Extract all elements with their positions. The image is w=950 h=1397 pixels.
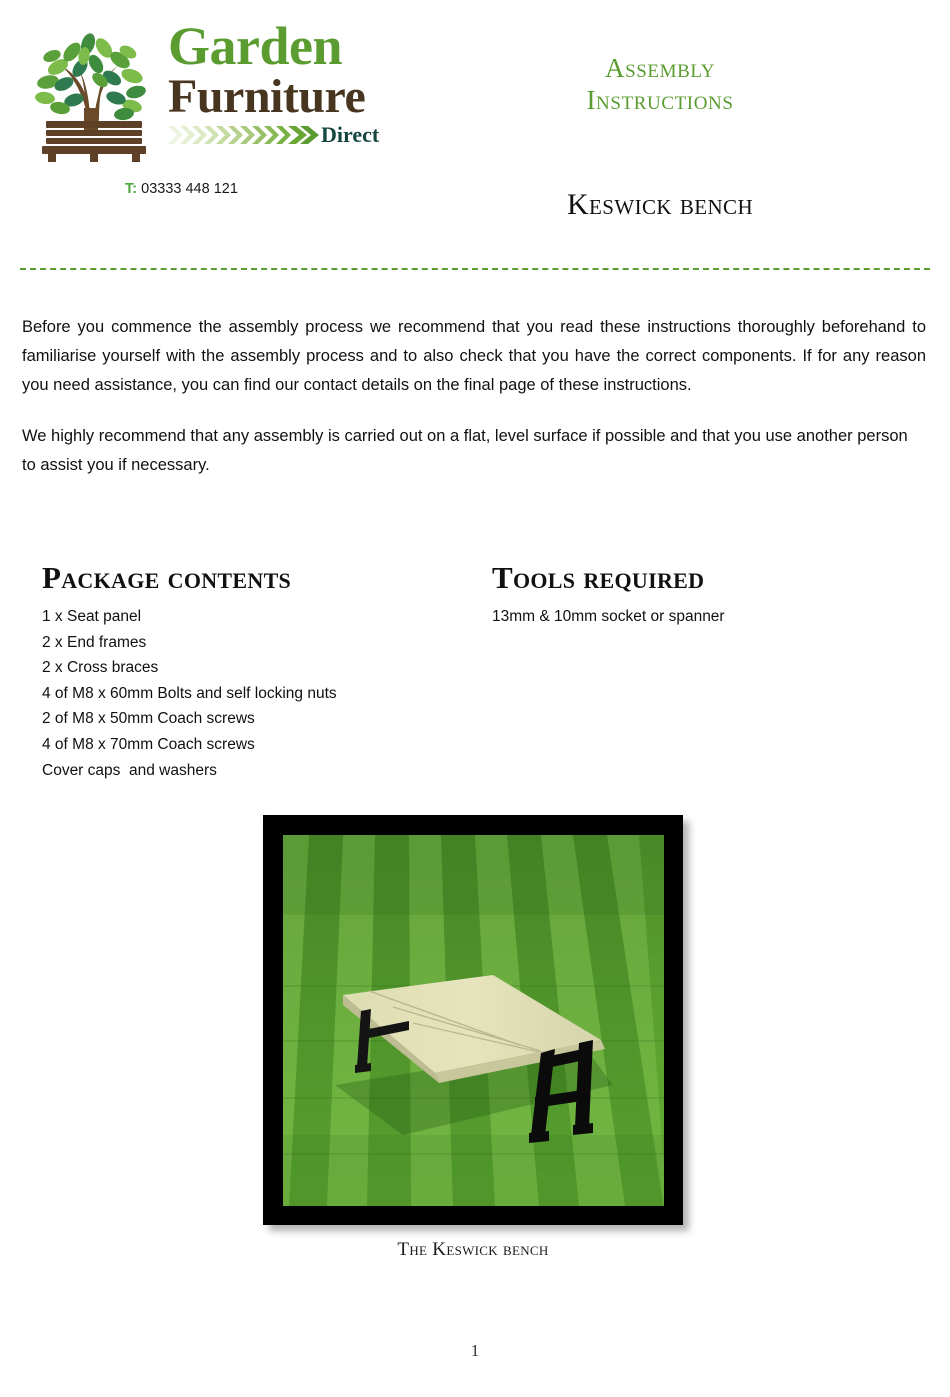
page-header xyxy=(0,0,950,250)
package-contents-title: Package contents xyxy=(42,560,292,595)
logo-word-direct: Direct xyxy=(321,122,380,147)
logo-direct-row xyxy=(168,123,398,147)
figure-caption: The Keswick bench xyxy=(397,1239,549,1260)
photo-frame xyxy=(263,815,683,1225)
logo-word-furniture: Furniture xyxy=(168,70,366,123)
list-item: 4 of M8 x 60mm Bolts and self locking nuts xyxy=(42,684,337,702)
page-title: Keswick bench xyxy=(566,188,754,221)
list-item: 2 x Cross braces xyxy=(42,659,159,677)
list-item: 13mm & 10mm socket or spanner xyxy=(492,608,725,625)
tools-required-title: Tools required xyxy=(492,560,705,595)
contact-phone xyxy=(125,181,238,197)
list-item: 1 x Seat panel xyxy=(42,608,142,625)
list-item: 2 x End frames xyxy=(42,633,147,651)
package-contents-section xyxy=(42,560,482,783)
logo-word-garden: Garden xyxy=(168,16,343,76)
logo-wordmark xyxy=(168,18,398,147)
product-figure xyxy=(263,815,691,1260)
document-type-heading xyxy=(450,52,870,116)
intro-paragraph-1: Before you commence the assembly process we recommend that you read these instructions thoroughly beforehand to familiarise yourself with the assembly process and to also check that you have the correct components. If for any reason you need assistance, you can find our contact details on the final page of these instructions. xyxy=(22,318,926,394)
list-item: Cover caps and washers xyxy=(42,761,217,779)
intro-text xyxy=(22,313,926,502)
phone-label: T: xyxy=(125,181,138,197)
list-item: 4 of M8 x 70mm Coach screws xyxy=(42,735,255,753)
phone-number: 03333 448 121 xyxy=(141,181,238,197)
page-number: 1 xyxy=(470,1341,480,1360)
tree-bench-logo-icon xyxy=(28,22,160,162)
document-type-line-1: Assembly xyxy=(604,53,716,83)
tools-required-section xyxy=(492,560,912,630)
list-item: 2 of M8 x 50mm Coach screws xyxy=(42,710,255,728)
tools-required-list xyxy=(492,604,912,630)
header-divider xyxy=(20,268,930,270)
package-contents-list xyxy=(42,604,482,783)
keswick-bench-photo xyxy=(283,835,664,1206)
company-logo xyxy=(28,16,380,167)
intro-paragraph-2: We highly recommend that any assembly is carried out on a flat, level surface if possible and that you use another person to assist you if necessary. xyxy=(22,427,908,474)
chevron-arrows-icon xyxy=(168,124,320,146)
document-type-line-2: Instructions xyxy=(586,85,734,115)
